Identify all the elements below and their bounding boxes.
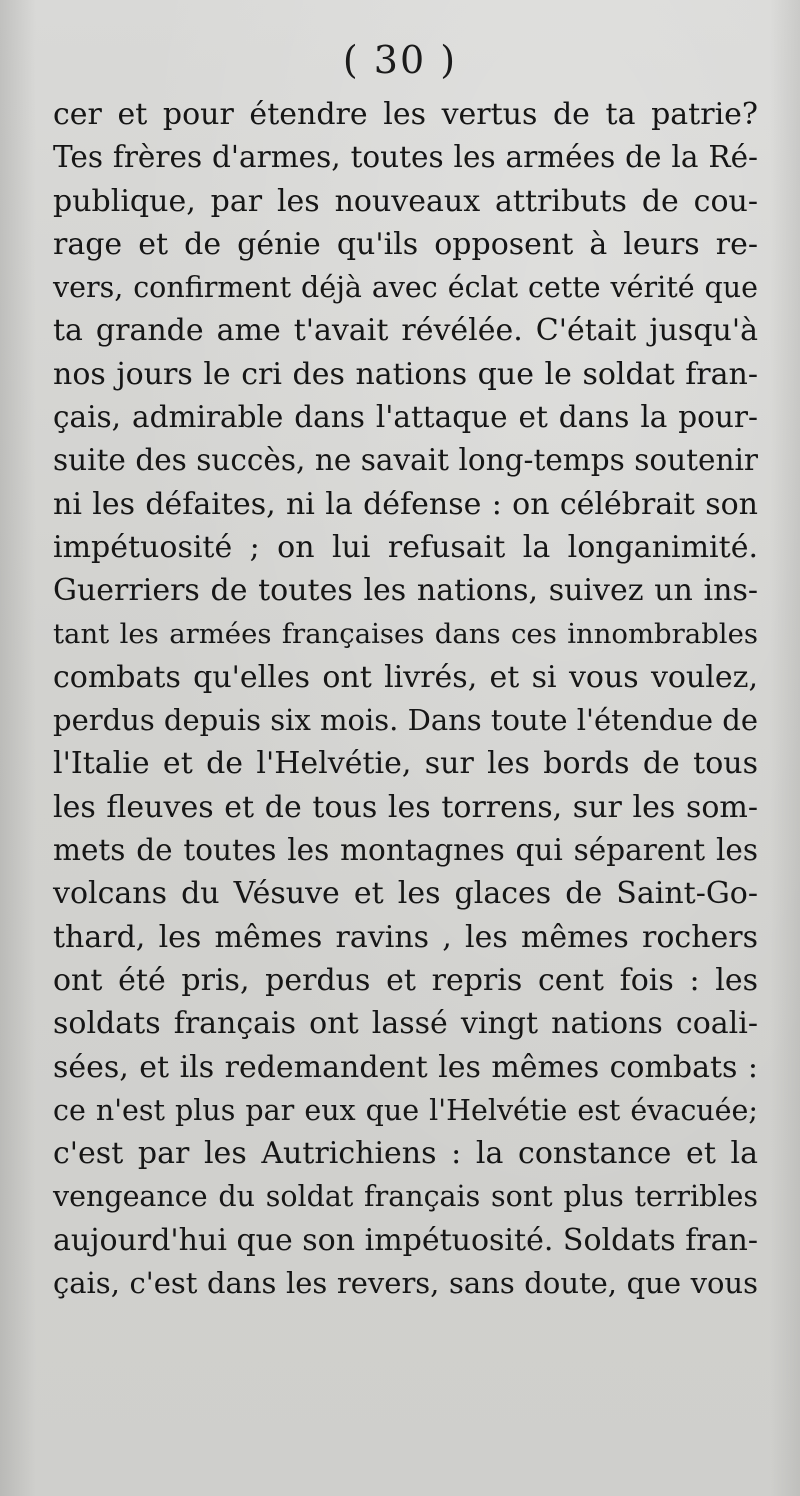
text-line: aujourd'hui que son impétuosité. Soldats fran- <box>53 1222 758 1258</box>
text-line: thard, les mêmes ravins , les mêmes rochers <box>53 919 758 955</box>
text-line: ce n'est plus par eux que l'Helvétie est évacuée; <box>53 1093 758 1127</box>
text-line: soldats français ont lassé vingt nations coali- <box>53 1006 758 1042</box>
text-line: l'Italie et de l'Helvétie, sur les bords de tous <box>53 746 758 782</box>
text-line: c'est par les Autrichiens : la constance et la <box>53 1136 758 1172</box>
text-line: çais, admirable dans l'attaque et dans la pour- <box>53 400 758 435</box>
text-line: perdus depuis six mois. Dans toute l'étendue de <box>53 703 758 738</box>
text-line: nos jours le cri des nations que le soldat fran- <box>53 356 758 392</box>
text-line: volcans du Vésuve et les glaces de Saint-Go- <box>53 876 758 912</box>
text-line: rage et de génie qu'ils opposent à leurs re- <box>53 226 758 262</box>
text-line: çais, c'est dans les revers, sans doute, que vous <box>53 1266 758 1301</box>
text-line: ni les défaites, ni la défense : on célébrait son <box>53 486 758 522</box>
body-text <box>53 93 758 1305</box>
text-line: Guerriers de toutes les nations, suivez un ins- <box>53 573 758 609</box>
text-line: combats qu'elles ont livrés, et si vous voulez, <box>53 659 758 695</box>
page-number-header: ( 30 ) <box>342 38 458 82</box>
text-line: suite des succès, ne savait long-temps soutenir <box>53 443 758 478</box>
text-line: vengeance du soldat français sont plus terribles <box>53 1180 758 1214</box>
page-edge-shadow <box>770 0 800 1496</box>
text-line: tant les armées françaises dans ces innombrables <box>53 617 758 650</box>
text-line: ont été pris, perdus et repris cent fois : les <box>53 962 758 998</box>
text-line: vers, confirment déjà avec éclat cette vérité que <box>53 271 758 305</box>
page-gutter-shadow <box>0 0 36 1496</box>
text-line: ta grande ame t'avait révélée. C'était jusqu'à <box>53 313 758 349</box>
text-line: publique, par les nouveaux attributs de cou- <box>53 183 758 219</box>
text-line: cer et pour étendre les vertus de ta patrie? <box>53 97 758 132</box>
text-line: Tes frères d'armes, toutes les armées de la Ré- <box>53 140 758 175</box>
text-line: mets de toutes les montagnes qui séparent les <box>53 833 758 868</box>
text-line: impétuosité ; on lui refusait la longanimité. <box>53 529 758 565</box>
text-line: les fleuves et de tous les torrens, sur les som- <box>53 789 758 825</box>
text-line: sées, et ils redemandent les mêmes combats : <box>53 1049 758 1085</box>
